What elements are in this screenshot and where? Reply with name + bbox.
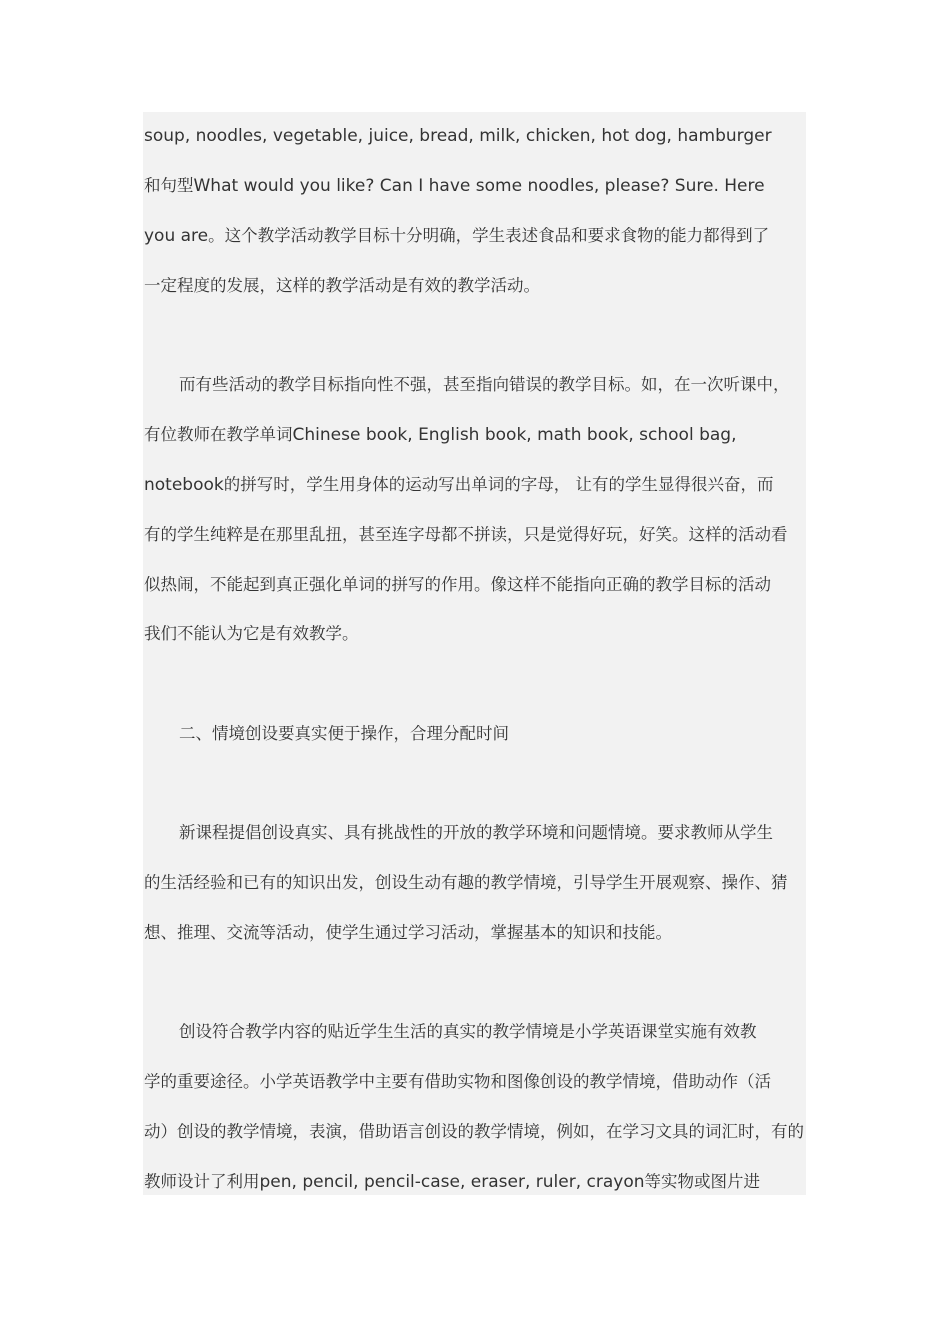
chinese-text: 有位教师在教学单词 [144,425,293,444]
english-vocabulary-list: Chinese book, English book, math book, school bag, [292,425,737,445]
chinese-text: 似热闹，不能起到真正强化单词的拼写的作用。像这样不能指向正确的教学目标的活动 [144,575,771,594]
paragraph-line [144,1070,806,1094]
chinese-text: 一定程度的发展，这样的教学活动是有效的教学活动。 [144,276,540,295]
chinese-text: 而有些活动的教学目标指向性不强，甚至指向错误的教学目标。如，在一次听课中， [179,375,790,394]
paragraph-line [179,373,841,397]
paragraph-line [144,124,806,148]
paragraph-line [144,871,806,895]
english-vocabulary-list: soup, noodles, vegetable, juice, bread, milk, chicken, hot dog, hamburger [144,126,772,146]
section-heading: 二、情境创设要真实便于操作，合理分配时间 [179,724,509,743]
chinese-text: 有的学生纯粹是在那里乱扭，甚至连字母都不拼读，只是觉得好玩，好笑。这样的活动看 [144,525,788,544]
chinese-text: 创设符合教学内容的贴近学生生活的真实的教学情境是小学英语课堂实施有效教 [179,1022,757,1041]
paragraph-line [144,573,806,597]
chinese-text: 想、推理、交流等活动，使学生通过学习活动，掌握基本的知识和技能。 [144,923,672,942]
paragraph-line [144,1170,806,1194]
paragraph-line [144,224,806,248]
paragraph-line [144,174,806,198]
paragraph-line [179,821,841,845]
paragraph-line [179,1020,841,1044]
chinese-text: 动）创设的教学情境，表演，借助语言创设的教学情境，例如，在学习文具的词汇时，有的 [144,1122,804,1141]
chinese-text: 我们不能认为它是有效教学。 [144,624,359,643]
paragraph-line [144,274,806,298]
chinese-text: 学的重要途径。小学英语教学中主要有借助实物和图像创设的教学情境，借助动作（活 [144,1072,771,1091]
chinese-text: 和句型 [144,176,194,195]
chinese-text: 等实物或图片进 [644,1172,761,1191]
paragraph-line [144,1120,806,1144]
english-word: notebook [144,475,224,495]
paragraph-line [144,473,806,497]
paragraph-line [144,423,806,447]
text-content-area [143,112,806,1195]
paragraph-line [144,622,806,646]
english-sentence: What would you like? Can I have some noodles, please? Sure. Here [193,176,765,196]
english-vocabulary-list: pen, pencil, pencil-case, eraser, ruler, crayon [259,1172,645,1192]
chinese-text: 新课程提倡创设真实、具有挑战性的开放的教学环境和问题情境。要求教师从学生 [179,823,773,842]
chinese-text: 的生活经验和已有的知识出发，创设生动有趣的教学情境，引导学生开展观察、操作、猜 [144,873,788,892]
english-sentence: you are [144,226,209,246]
chinese-text: 教师设计了利用 [144,1172,260,1191]
paragraph-line [144,921,806,945]
chinese-text: 。这个教学活动教学目标十分明确，学生表述食品和要求食物的能力都得到了 [208,226,770,245]
chinese-text: 的拼写时，学生用身体的运动写出单词的字母， 让有的学生显得很兴奋，而 [223,475,774,494]
paragraph-line [144,523,806,547]
